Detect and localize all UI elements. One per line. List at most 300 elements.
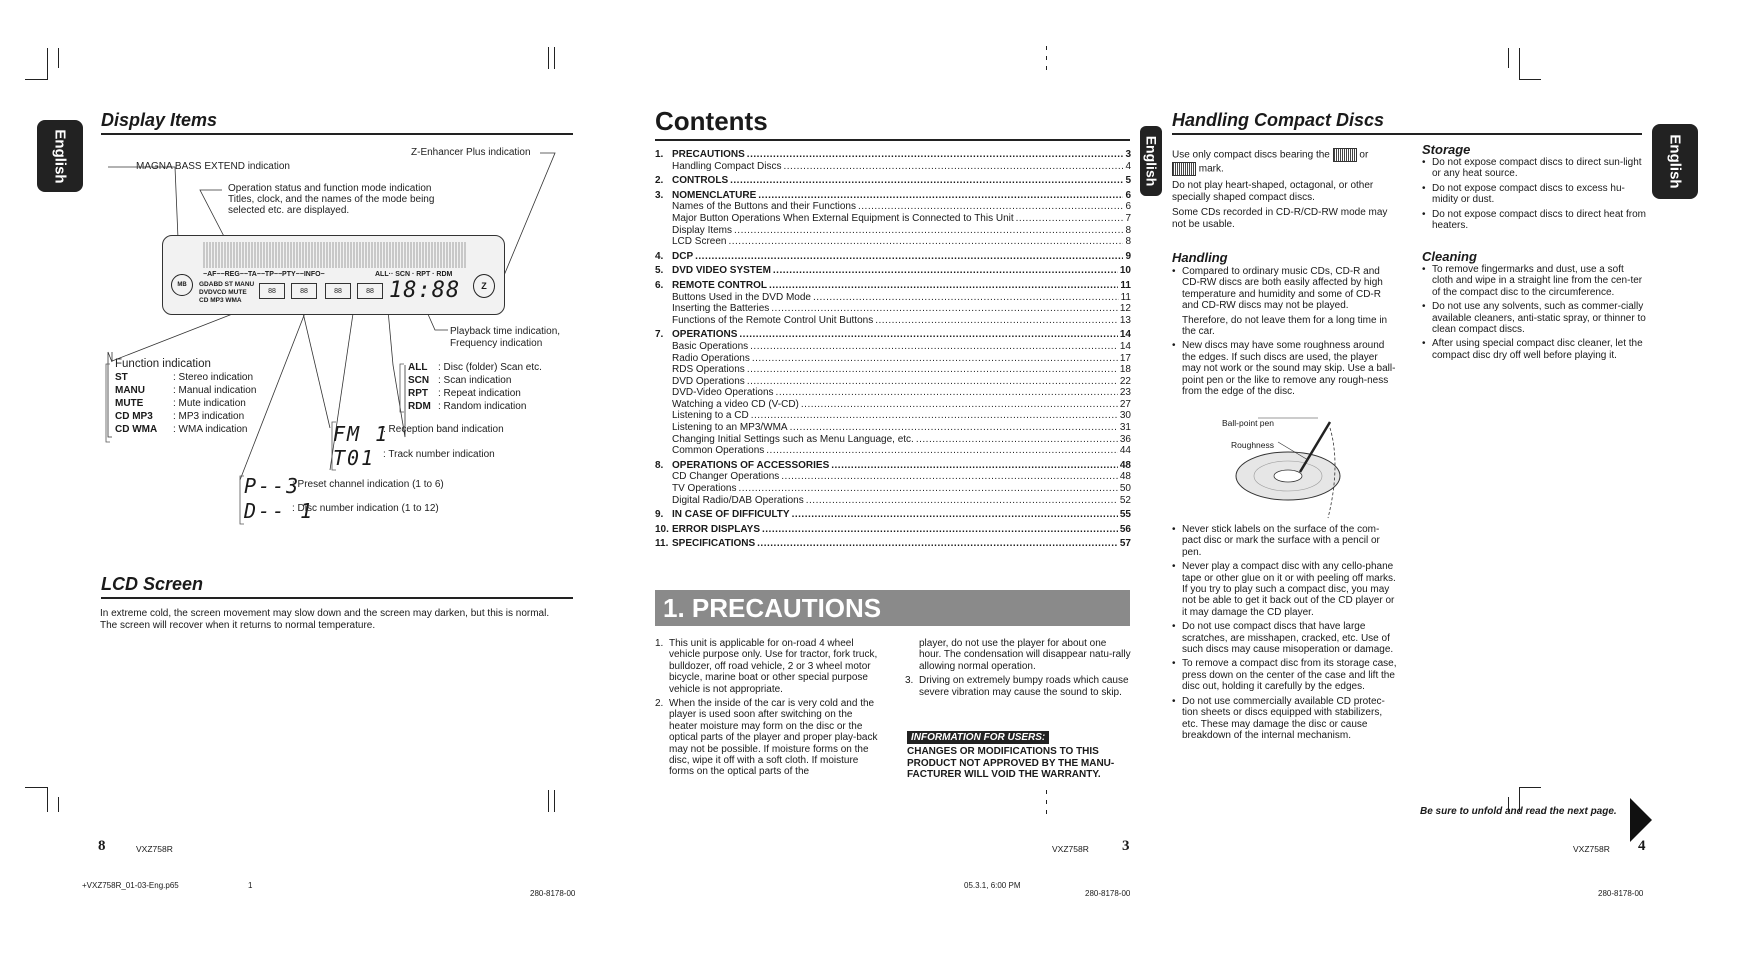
lcd-segment-box: 88 (259, 283, 285, 299)
operation-status-label: Operation status and function mode indication (228, 183, 432, 194)
handling-cd-title: Handling Compact Discs (1172, 110, 1642, 135)
fig-label-pen: Ball-point pen (1222, 418, 1274, 428)
toc-leader (739, 329, 1117, 341)
toc-chapter (655, 190, 1131, 202)
toc-number (655, 410, 672, 422)
toc-page: 10 (1119, 265, 1131, 277)
storage-subtitle: Storage (1422, 142, 1471, 157)
model-left: VXZ758R (136, 844, 173, 854)
toc-page: 36 (1119, 433, 1131, 445)
toc-page: 6 (1125, 189, 1131, 201)
track-number-label: : Track number indication (383, 449, 495, 460)
toc-page: 5 (1125, 175, 1131, 187)
toc-leader (747, 376, 1118, 388)
toc-entry (655, 225, 1131, 237)
lcd-screen-line: The screen will recover when it returns to normal temperature. (100, 619, 376, 631)
toc-page: 44 (1119, 445, 1131, 457)
toc-page: 48 (1119, 459, 1131, 471)
segment-disc: D-- 1 (244, 499, 315, 523)
toc-number: 8. (655, 459, 664, 471)
lcd-segment-box: 88 (357, 283, 383, 299)
lcd-dot-matrix (203, 242, 467, 268)
toc-entry (655, 201, 1131, 213)
toc-number: 11. (655, 538, 669, 550)
toc-chapter (655, 280, 1131, 292)
toc-leader (771, 303, 1118, 315)
mode-desc: : Random indication (438, 401, 527, 412)
toc-title: Common Operations (672, 445, 765, 457)
handling-item (1172, 340, 1398, 397)
mode-sym: SCN (408, 375, 430, 386)
file-page: 1 (248, 881, 253, 890)
toc-leader (806, 495, 1118, 507)
function-item (115, 398, 256, 411)
toc-number: 7. (655, 329, 664, 341)
handling-text: Never stick labels on the surface of the com-pact disc or mark the surface with a pencil or pen. (1182, 524, 1380, 558)
z-enhancer-icon: Z (473, 274, 495, 298)
handling-list-2 (1172, 524, 1398, 744)
mode-item (408, 362, 542, 375)
toc-entry (655, 495, 1131, 507)
function-desc: : WMA indication (173, 424, 248, 435)
lcd-screen-title: LCD Screen (101, 574, 573, 599)
toc-entry (655, 315, 1131, 327)
toc-entry (655, 376, 1131, 388)
toc-number (655, 399, 672, 411)
toc-number (655, 422, 672, 434)
toc-leader (738, 483, 1117, 495)
toc-number (655, 471, 672, 483)
magna-bass-label: MAGNA BASS EXTEND indication (136, 161, 290, 172)
toc-title: Display Items (672, 224, 733, 236)
toc-number: 1. (655, 149, 664, 160)
lcd-clock: 18:88 (389, 278, 461, 303)
toc-entry (655, 213, 1131, 225)
toc-number (655, 236, 672, 248)
toc-number: 6. (655, 279, 664, 291)
playback-time-label: Playback time indication, (450, 326, 561, 337)
function-item (115, 424, 256, 437)
cleaning-text: Do not use any solvents, such as commer-cially available cleaners, anti-static spray, or thinner to clean compact discs. (1432, 301, 1646, 336)
toc-leader (757, 538, 1118, 550)
toc-number (655, 225, 672, 237)
cleaning-list (1422, 264, 1646, 364)
function-desc: : Manual indication (173, 385, 257, 396)
intro-text: or (1359, 149, 1369, 161)
toc-entry (655, 399, 1131, 411)
toc-title: OPERATIONS (672, 329, 738, 341)
toc-leader (784, 161, 1124, 173)
function-indication-label: Function indication (115, 358, 211, 370)
toc-page: 11 (1120, 279, 1131, 291)
toc-leader (734, 225, 1123, 237)
toc-entry (655, 292, 1131, 304)
toc-number (655, 434, 672, 446)
toc-number (655, 495, 672, 507)
cleaning-item (1422, 301, 1646, 335)
toc-title: NOMENCLATURE (672, 189, 757, 201)
lcd-row: DVDVCD MUTE (199, 289, 247, 296)
toc-leader (801, 399, 1118, 411)
toc-entry (655, 434, 1131, 446)
lcd-segment-box: 88 (291, 283, 317, 299)
storage-text: Do not expose compact discs to excess hu-midity or dust. (1432, 182, 1625, 206)
disc-figure (1218, 418, 1358, 528)
english-tab-right (1652, 124, 1698, 199)
toc-page: 23 (1119, 387, 1131, 399)
toc-title: CD Changer Operations (672, 471, 780, 483)
toc-entry (655, 471, 1131, 483)
handling-text: Do not use compact discs that have large scratches, are misshapen, cracked, etc. Use of such discs may cause misoperation or damage. (1182, 621, 1394, 656)
mode-desc: : Scan indication (438, 375, 512, 386)
toc-number (655, 315, 672, 327)
function-item (115, 411, 256, 424)
toc-title: TV Operations (672, 483, 737, 495)
model-middle: VXZ758R (1052, 844, 1089, 854)
toc-title: Functions of the Remote Control Unit Buttons (672, 314, 874, 326)
toc-title: PRECAUTIONS (672, 149, 745, 160)
handling-subtitle: Handling (1172, 250, 1228, 265)
toc-title: Listening to an MP3/WMA (672, 422, 788, 434)
toc-leader (769, 280, 1118, 292)
toc-leader (747, 364, 1118, 376)
timestamp: 05.3.1, 6:00 PM (964, 881, 1021, 890)
lcd-screen-text (100, 608, 580, 631)
handling-text: Do not use commercially available CD protec-tion sheets or discs equipped with stabilizers, etc. These may damage the disc or cause breakdown of the internal mechanism. (1182, 695, 1385, 741)
toc-title: Basic Operations (672, 340, 749, 352)
toc-title: ERROR DISPLAYS (672, 523, 760, 535)
cleaning-text: To remove fingermarks and dust, use a soft cloth and wipe in a straight line from the cen-ter of the compact disc to the circumference. (1432, 264, 1643, 298)
toc-entry (655, 353, 1131, 365)
precaution-text: player, do not use the player for about one hour. The condensation will disappear natu-rally allowing normal operation. (919, 638, 1131, 672)
lcd-right-row: ALL·· SCN · RPT · RDM (375, 271, 453, 278)
toc-number (655, 213, 672, 225)
function-sym: MANU (115, 385, 145, 396)
precautions-banner: 1. PRECAUTIONS (655, 590, 1130, 626)
toc-chapter (655, 329, 1131, 341)
toc-title: Watching a video CD (V-CD) (672, 398, 799, 410)
mode-items-list (408, 362, 542, 414)
toc-number: 10. (655, 523, 669, 535)
toc-number (655, 387, 672, 399)
storage-text: Do not expose compact discs to direct heat from heaters. (1432, 208, 1646, 232)
toc-leader (790, 422, 1118, 434)
segment-preset: P--3 (244, 474, 301, 498)
precaution-text: When the inside of the car is very cold and the player is used soon after switching on the heater moisture may form on the disc or the optical parts of the player and proper play-back may not be possible. If moisture forms on the disc, wipe it off with a soft cloth. If moisture forms on the optical parts of the (669, 698, 878, 778)
mode-sym: RDM (408, 401, 431, 412)
toc-page: 8 (1125, 236, 1131, 248)
toc-leader (766, 445, 1118, 457)
info-text: CHANGES OR MODIFICATIONS TO THIS PRODUCT NOT APPROVED BY THE MANU-FACTURER WILL VOID THE WARRANTY. (907, 746, 1115, 781)
display-items-title: Display Items (101, 110, 573, 135)
toc-leader (773, 265, 1118, 277)
toc-page: 9 (1125, 250, 1131, 262)
toc-number (655, 341, 672, 353)
magna-bass-icon: MB (171, 274, 193, 296)
preset-channel-label: : Preset channel indication (1 to 6) (292, 479, 444, 490)
toc-page: 11 (1120, 291, 1131, 303)
toc-title: Changing Initial Settings such as Menu Language, etc. (672, 433, 914, 445)
toc-number (655, 161, 672, 173)
handling-text: To remove a compact disc from its storage case, press down on the center of the case and lift the disc out, holding it carefully by the edges. (1182, 658, 1397, 693)
precaution-item: 2. When the inside of the car is very cold and the player is used soon after switching on the heater moisture may form on the disc or the optical parts of the player and proper play-back may not be possible. If moisture forms on the disc, wipe it off with a soft cloth. If moisture forms on the optical parts of the (655, 698, 878, 778)
storage-item (1422, 157, 1646, 180)
toc-number (655, 445, 672, 457)
toc-page: 12 (1119, 303, 1131, 315)
toc-entry (655, 303, 1131, 315)
english-tab-mid (1140, 126, 1162, 196)
toc-title: Inserting the Batteries (672, 303, 770, 315)
function-sym: MUTE (115, 398, 144, 409)
toc-entry (655, 161, 1131, 173)
toc-number (655, 353, 672, 365)
mode-sym: RPT (408, 388, 428, 399)
handling-text: New discs may have some roughness around the edges. If such discs are used, the player may not work or the sound may skip. Use a ball-point pen or the like to remove any rough-ness from the edge of the disc. (1182, 340, 1396, 398)
toc-leader (728, 236, 1123, 248)
toc-page: 48 (1119, 471, 1131, 483)
handling-item (1172, 658, 1398, 692)
handling-text: Never play a compact disc with any cello-phane tape or other glue on it or with peeling off marks. If you try to play such a compact disc, you may not be able to get it back out of the CD player or it may damage the CD player. (1182, 561, 1396, 618)
cleaning-text: After using special compact disc cleaner, let the compact disc dry off well before playing it. (1432, 338, 1643, 361)
toc-leader (695, 251, 1123, 263)
toc-chapter (655, 460, 1131, 472)
file-name: +VXZ758R_01-03-Eng.p65 (82, 881, 179, 890)
toc-title: LCD Screen (672, 236, 727, 248)
segment-fm: FM 1 (333, 422, 390, 446)
toc-title: Digital Radio/DAB Operations (672, 494, 804, 506)
intro-block (1172, 148, 1398, 230)
toc-entry (655, 445, 1131, 457)
toc-leader (730, 175, 1123, 187)
function-desc: : Mute indication (173, 398, 246, 409)
toc-entry (655, 410, 1131, 422)
toc-leader (858, 201, 1123, 213)
handling-item (1172, 621, 1398, 655)
lcd-row: CD MP3 WMA (199, 297, 242, 304)
page-number-right: 4 (1638, 838, 1646, 854)
fig-label-roughness: Roughness (1231, 440, 1275, 450)
toc-number (655, 303, 672, 315)
lcd-top-row: −AF−−REG−−TA−−TP−−PTY−−INFO− (203, 271, 325, 278)
toc-number: 5. (655, 265, 664, 277)
toc-page: 30 (1119, 410, 1131, 422)
contents-title: Contents (655, 106, 1130, 141)
toc-number (655, 376, 672, 388)
tab-label: English (51, 128, 69, 184)
toc-chapter (655, 149, 1131, 161)
toc-leader (1016, 213, 1124, 225)
toc-leader (781, 471, 1118, 483)
toc-number (655, 292, 672, 304)
toc-page: 6 (1125, 201, 1131, 213)
code-left: 280-8178-00 (530, 889, 576, 898)
z-enhancer-label: Z-Enhancer Plus indication (411, 147, 531, 158)
toc-chapter (655, 265, 1131, 277)
toc-leader (916, 434, 1118, 446)
next-page-arrow-icon (1630, 798, 1654, 842)
intro-line-1 (1172, 148, 1398, 176)
precaution-item: 3. Driving on extremely bumpy roads which cause severe vibration may cause the sound to skip. (905, 675, 1129, 698)
code-right: 280-8178-00 (1598, 889, 1644, 898)
toc-leader (875, 315, 1118, 327)
toc-title: REMOTE CONTROL (672, 279, 767, 291)
intro-text: mark. (1198, 163, 1224, 175)
toc-leader (831, 460, 1118, 472)
toc-page: 22 (1119, 375, 1131, 387)
titles-clock-label: Titles, clock, and the names of the mode being (228, 194, 435, 205)
tab-label: English (1143, 135, 1159, 187)
toc-number: 4. (655, 250, 664, 262)
compact-disc-logo-icon (1172, 162, 1196, 176)
disc-number-label: : Disc number indication (1 to 12) (292, 503, 439, 514)
toc-title: DVD Operations (672, 375, 745, 387)
toc-leader (792, 509, 1118, 521)
unfold-note: Be sure to unfold and read the next page. (1420, 806, 1617, 817)
precaution-text: This unit is applicable for on-road 4 wheel vehicle purpose only. Use for tractor, fork truck, bulldozer, off road vehicle, 2 or 3 wheel motor bicycle, marine boat or other special purpose vehicle is not appropriate. (669, 638, 878, 695)
toc-leader (750, 341, 1118, 353)
handling-item (1172, 561, 1398, 618)
toc-title: Names of the Buttons and their Functions (672, 201, 856, 213)
toc-page: 14 (1119, 329, 1131, 341)
function-desc: : Stereo indication (173, 372, 254, 383)
toc-title: DCP (672, 250, 694, 262)
intro-text: Some CDs recorded in CD-R/CD-RW mode may not be usable. (1172, 207, 1388, 230)
toc-title: OPERATIONS OF ACCESSORIES (672, 459, 830, 471)
storage-list (1422, 157, 1646, 234)
handling-text: Therefore, do not leave them for a long time in the car. (1182, 314, 1388, 338)
toc-page: 27 (1119, 398, 1131, 410)
function-sym: CD WMA (115, 424, 158, 435)
toc-page: 18 (1119, 364, 1131, 376)
page-number-left: 8 (98, 838, 106, 854)
toc-leader (762, 524, 1118, 536)
handling-item (1172, 524, 1398, 558)
toc-entry (655, 483, 1131, 495)
precautions-list-col2 (905, 638, 1131, 698)
model-right: VXZ758R (1573, 844, 1610, 854)
info-label: INFORMATION FOR USERS: (907, 731, 1049, 744)
toc-title: Buttons Used in the DVD Mode (672, 291, 811, 303)
compact-disc-logo-icon (1333, 148, 1357, 162)
toc-page: 14 (1119, 340, 1131, 352)
toc-chapter (655, 175, 1131, 187)
function-item (115, 385, 256, 398)
toc-leader (751, 410, 1118, 422)
toc-number (655, 201, 672, 213)
toc-number: 3. (655, 189, 664, 201)
table-of-contents (655, 146, 1131, 550)
lcd-screen-line: In extreme cold, the screen movement may slow down and the screen may darken, but this is normal. (100, 608, 550, 619)
storage-text: Do not expose compact discs to direct sun-light or any heat source. (1432, 157, 1642, 180)
cleaning-item (1422, 338, 1646, 361)
reception-band-label: : Reception band indication (383, 424, 504, 435)
toc-page: 31 (1119, 422, 1131, 434)
mode-desc: : Disc (folder) Scan etc. (438, 362, 542, 373)
tab-label: English (1666, 134, 1684, 189)
mode-item (408, 388, 542, 401)
toc-page: 55 (1119, 509, 1131, 521)
function-sym: ST (115, 372, 128, 383)
function-sym: CD MP3 (115, 411, 153, 422)
toc-page: 4 (1125, 160, 1131, 172)
storage-item (1422, 209, 1646, 232)
precaution-text: Driving on extremely bumpy roads which cause severe vibration may cause the sound to skip. (919, 675, 1129, 698)
toc-page: 13 (1119, 314, 1131, 326)
frequency-label: Frequency indication (450, 338, 543, 349)
toc-chapter (655, 538, 1131, 550)
toc-page: 57 (1119, 538, 1131, 550)
toc-entry (655, 341, 1131, 353)
lcd-row: GDABD ST MANU (199, 281, 255, 288)
toc-page: 8 (1125, 224, 1131, 236)
toc-leader (758, 190, 1123, 202)
cleaning-subtitle: Cleaning (1422, 249, 1477, 264)
mode-item (408, 375, 542, 388)
toc-page: 3 (1125, 149, 1131, 160)
toc-entry (655, 236, 1131, 248)
toc-title: RDS Operations (672, 364, 745, 376)
toc-entry (655, 422, 1131, 434)
mode-desc: : Repeat indication (438, 388, 521, 399)
toc-page: 52 (1119, 494, 1131, 506)
toc-leader (752, 353, 1118, 365)
segment-track: T01 (333, 446, 376, 470)
toc-number: 2. (655, 175, 664, 187)
lcd-left-rows (199, 281, 254, 305)
lcd-segment-box: 88 (325, 283, 351, 299)
toc-title: IN CASE OF DIFFICULTY (672, 509, 790, 521)
mode-item (408, 401, 542, 414)
handling-item (1172, 266, 1398, 312)
toc-number: 9. (655, 509, 664, 521)
toc-title: DVD VIDEO SYSTEM (672, 265, 771, 277)
intro-text: Do not play heart-shaped, octagonal, or other specially shaped compact discs. (1172, 180, 1374, 203)
toc-chapter (655, 509, 1131, 521)
handling-item (1172, 696, 1398, 742)
toc-entry (655, 387, 1131, 399)
cleaning-item (1422, 264, 1646, 298)
intro-text: Use only compact discs bearing the (1172, 149, 1330, 161)
toc-title: SPECIFICATIONS (672, 538, 756, 550)
toc-title: DVD-Video Operations (672, 387, 774, 399)
function-items-list (115, 372, 256, 437)
toc-page: 7 (1125, 212, 1131, 224)
toc-page: 56 (1119, 523, 1131, 535)
toc-number (655, 364, 672, 376)
lcd-panel (162, 235, 505, 315)
toc-title: Major Button Operations When External Equipment is Connected to This Unit (672, 212, 1014, 224)
storage-item (1422, 183, 1646, 206)
page-number-middle: 3 (1122, 838, 1130, 854)
toc-title: CONTROLS (672, 175, 729, 187)
function-item (115, 372, 256, 385)
toc-leader (747, 149, 1124, 161)
toc-page: 50 (1119, 483, 1131, 495)
toc-title: Handling Compact Discs (672, 160, 782, 172)
toc-entry (655, 364, 1131, 376)
mode-sym: ALL (408, 362, 428, 373)
toc-chapter (655, 251, 1131, 263)
toc-number (655, 483, 672, 495)
toc-title: Listening to a CD (672, 410, 749, 422)
handling-item (1172, 315, 1398, 338)
toc-leader (813, 292, 1119, 304)
code-middle: 280-8178-00 (1085, 889, 1131, 898)
selected-etc-label: selected etc. are displayed. (228, 205, 350, 216)
toc-title: Radio Operations (672, 352, 750, 364)
handling-list-1 (1172, 266, 1398, 400)
toc-chapter (655, 524, 1131, 536)
